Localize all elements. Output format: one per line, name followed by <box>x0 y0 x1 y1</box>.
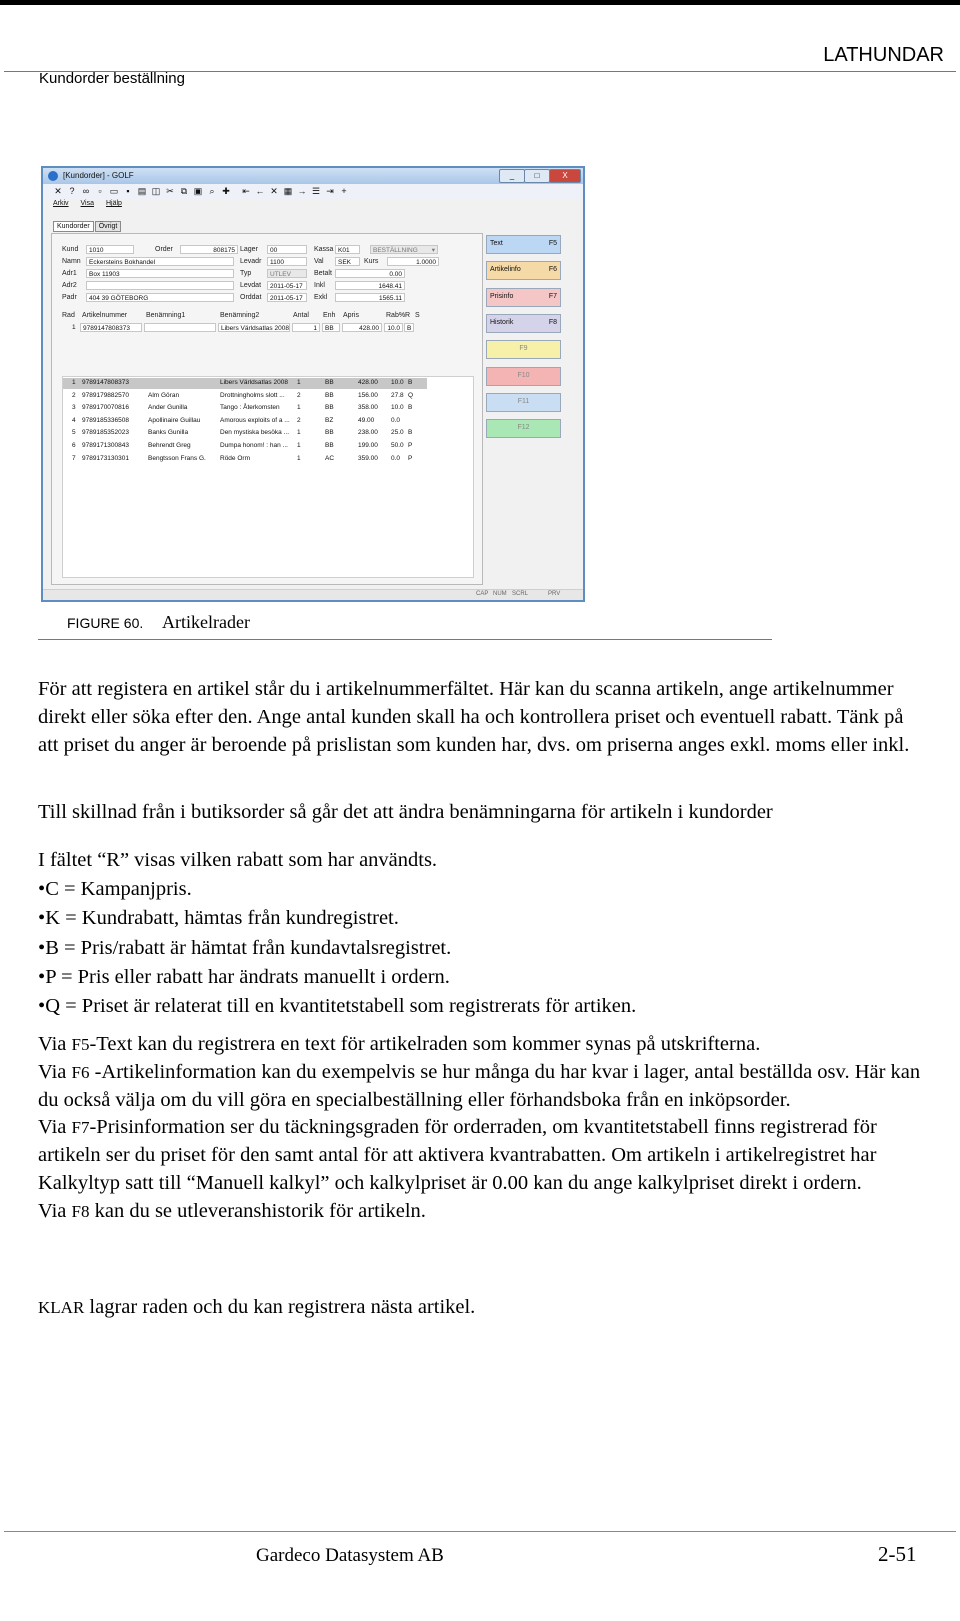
tab-kundorder[interactable]: Kundorder <box>53 221 94 232</box>
f7-text: -Prisinformation ser du täckningsgraden för orderraden, om kvantitetstabell finns registrerad för artikeln ser du priset för den samt antal för att aktivera kvantrabatten. Om artikeln i artikelregistret har Kalkyltyp satt till “Manuell kalkyl” och kalkylpriset är 0.00 kan du ange kalkylpriset direkt i ordern. <box>38 1116 877 1194</box>
order-field[interactable]: 808175 <box>180 245 238 254</box>
row-rab: 10.0 <box>391 404 404 412</box>
fkey-key: F11 <box>517 397 530 405</box>
klar-paragraph <box>38 1294 928 1322</box>
app-icon <box>48 171 58 181</box>
row-rad: 4 <box>72 416 76 424</box>
entry-enh-field[interactable]: BB <box>322 323 340 332</box>
status-dropdown[interactable] <box>370 245 438 254</box>
row-antal: 2 <box>297 416 301 424</box>
bullet-b: •B = Pris/rabatt är hämtat från kundavtalsregistret. <box>38 936 452 959</box>
next-icon[interactable]: → <box>297 186 307 196</box>
row-antal: 1 <box>297 454 301 462</box>
row-rad: 5 <box>72 429 76 437</box>
fkey-f11-button[interactable] <box>486 393 561 412</box>
row-ben2: Röde Orm <box>220 454 250 462</box>
question-icon[interactable]: ? <box>69 186 75 196</box>
row-artnr: 9789179882570 <box>82 391 129 399</box>
previous-icon[interactable]: ← <box>255 186 265 196</box>
row-artnr: 9789170070816 <box>82 404 129 412</box>
orddat-field[interactable]: 2011-05-17 <box>267 293 307 302</box>
order-panel <box>51 233 483 585</box>
klar-key: KLAR <box>38 1298 85 1317</box>
window-titlebar <box>43 168 583 184</box>
delete-icon[interactable]: ✕ <box>270 186 278 196</box>
function-key-section <box>38 1031 928 1226</box>
f5-key: F5 <box>71 1035 90 1054</box>
col-s: S <box>415 312 420 319</box>
paragraph-benamning-text: Till skillnad från i butiksorder så går det att ändra benämningarna för artikeln i kundorder <box>38 801 773 823</box>
maximize-button[interactable]: □ <box>524 169 550 183</box>
tab-ovrigt[interactable]: Övrigt <box>95 221 122 232</box>
col-r: R <box>405 312 411 319</box>
row-ben2: Dumpa honom! : han ... <box>220 442 288 449</box>
col-artikelnummer: Artikelnummer <box>82 312 128 319</box>
bullet-q: •Q = Priset är relaterat till en kvantitetstabell som registrerats för artiken. <box>38 995 637 1018</box>
via-f7: Via <box>38 1116 67 1139</box>
lager-field[interactable]: 00 <box>267 245 307 254</box>
val-label: Val <box>314 258 324 265</box>
fkey-f10-button[interactable] <box>486 367 561 386</box>
menu-bar <box>53 200 583 212</box>
save-icon[interactable]: ▪ <box>126 186 130 196</box>
row-artnr: 9789173130301 <box>82 454 129 462</box>
cut-icon[interactable]: ✂ <box>166 186 174 196</box>
open-icon[interactable]: ▭ <box>109 186 119 196</box>
fkey-label: Historik <box>490 318 514 326</box>
row-rab: 10.0 <box>391 379 404 386</box>
val-field[interactable]: SEK <box>335 257 360 266</box>
fkey-key: F6 <box>548 266 557 274</box>
typ-dropdown[interactable]: UTLEV <box>267 269 307 278</box>
header-subtitle: Kundorder beställning <box>39 70 185 87</box>
levdat-label: Levdat <box>240 282 262 289</box>
page-number: 2-51 <box>878 1542 917 1566</box>
print-icon[interactable]: ▤ <box>137 186 147 196</box>
row-antal: 1 <box>297 404 301 412</box>
row-artnr: 9789185336508 <box>82 416 129 424</box>
row-rab: 0.0 <box>391 416 401 424</box>
status-prv: PRV <box>548 591 561 597</box>
via-f8: Via <box>38 1199 67 1222</box>
entry-ben1-field[interactable] <box>144 323 216 332</box>
row-apris: 199.00 <box>358 442 378 449</box>
row-apris: 358.00 <box>358 404 378 412</box>
via-f6: Via <box>38 1060 67 1083</box>
close-icon[interactable]: ✕ <box>54 186 62 196</box>
adr2-field[interactable] <box>86 281 234 290</box>
row-ben1: Ander Gunilla <box>148 404 188 412</box>
fkey-key: F5 <box>548 240 557 247</box>
row-apris: 428.00 <box>358 379 378 386</box>
find-icon[interactable]: ⌕ <box>209 186 215 196</box>
row-antal: 1 <box>297 379 301 386</box>
paragraph-intro-text: För att registera en artikel står du i artikelnummerfältet. Här kan du scanna artikeln, ange artikelnummer direkt eller söka efter den. Ange antal kunden skall ha och kontrollera priset och eventuell rabatt. Tänk på att priset du anger är beroende på prislistan som kunden har, dvs. om priserna anges exkl. moms eller inkl. <box>38 678 910 756</box>
via-f5: Via <box>38 1033 67 1055</box>
rabatt-section <box>38 846 928 1021</box>
arrow-icon[interactable]: ✚ <box>222 186 230 196</box>
padr-label: Padr <box>62 294 77 301</box>
kund-label: Kund <box>62 246 79 253</box>
f6-text: -Artikelinformation kan du exempelvis se hur många du har kvar i lager, antal beställda osv. Här kan du också välja om du vill göra en specialbeställning eller förhandsboka från en inköpsorder. <box>38 1060 921 1111</box>
fkey-key: F8 <box>548 318 557 326</box>
fkey-f6-button[interactable] <box>486 261 561 280</box>
status-cap: CAP <box>476 591 489 597</box>
fkey-f12-button[interactable] <box>486 419 561 438</box>
kassa-field[interactable]: K01 <box>335 245 360 254</box>
bullet-p: •P = Pris eller rabatt har ändrats manuellt i ordern. <box>38 965 450 988</box>
f5-paragraph <box>38 1031 928 1059</box>
row-ben2: Den mystiska besöka ... <box>220 429 289 437</box>
entry-ben2-field[interactable]: Libers Världsatlas 2008 <box>218 323 290 332</box>
f6-paragraph <box>38 1059 928 1115</box>
bullet-k-text: K = Kundrabatt, hämtas från kundregistret. <box>45 907 399 930</box>
row-rad: 3 <box>72 404 76 412</box>
footer-company: Gardeco Datasystem AB <box>256 1545 444 1566</box>
fkey-f9-button[interactable] <box>486 340 561 359</box>
row-enh: BB <box>325 379 334 386</box>
bullet-p-text: P = Pris eller rabatt har ändrats manuellt i ordern. <box>45 965 450 988</box>
kund-field[interactable]: 1010 <box>86 245 134 254</box>
f7-paragraph <box>38 1114 928 1197</box>
add-icon[interactable]: + <box>341 186 347 196</box>
betalt-field[interactable]: 0.00 <box>335 269 405 278</box>
kassa-label: Kassa <box>314 246 334 253</box>
fkey-key: F7 <box>548 292 557 300</box>
levdat-field[interactable]: 2011-05-17 <box>267 281 307 290</box>
status-num: NUM <box>493 591 507 597</box>
status-bar <box>43 589 583 600</box>
bullet-k: •K = Kundrabatt, hämtas från kundregistret. <box>38 907 399 930</box>
lager-label: Lager <box>240 246 258 253</box>
row-apris: 238.00 <box>358 429 378 437</box>
f8-text: kan du se utleveranshistorik för artikeln. <box>89 1199 426 1222</box>
row-r: Q <box>408 391 414 399</box>
tab-bar <box>53 221 122 232</box>
menu-visa[interactable]: Visa <box>80 200 95 207</box>
kurs-field[interactable]: 1.0000 <box>387 257 439 266</box>
klar-text: lagrar raden och du kan registrera nästa artikel. <box>84 1296 476 1318</box>
window-title: [Kundorder] - GOLF <box>63 171 134 180</box>
typ-label: Typ <box>240 270 252 277</box>
betalt-label: Betalt <box>314 270 332 277</box>
klar-line <box>38 1294 928 1322</box>
row-r: B <box>408 429 413 437</box>
row-rab: 25.0 <box>391 429 404 437</box>
paragraph-intro <box>38 676 928 759</box>
col-apris: Apris <box>343 312 359 319</box>
col-benamning2: Benämning2 <box>220 312 260 319</box>
new-icon[interactable]: ▫ <box>98 186 102 196</box>
kurs-label: Kurs <box>364 258 379 265</box>
list-icon[interactable]: ☰ <box>311 186 321 196</box>
row-rab: 50.0 <box>391 442 404 449</box>
fkey-label: Artikelinfo <box>490 266 521 274</box>
fkey-f5-button[interactable] <box>486 235 561 254</box>
preview-icon[interactable]: ◫ <box>151 186 161 196</box>
bullet-c: •C = Kampanjpris. <box>38 878 192 901</box>
orddat-label: Orddat <box>240 294 262 301</box>
inkl-field[interactable]: 1648.41 <box>335 281 405 290</box>
row-antal: 1 <box>297 442 301 449</box>
close-button[interactable]: X <box>549 169 581 183</box>
row-artnr: 9789147808373 <box>82 379 129 386</box>
row-r: B <box>408 404 413 412</box>
exkl-field[interactable]: 1565.11 <box>335 293 405 302</box>
last-icon[interactable]: ⇥ <box>326 186 334 196</box>
grid-icon[interactable]: ▦ <box>283 186 293 196</box>
footer-divider <box>4 1531 956 1532</box>
row-artnr: 9789185352023 <box>82 429 129 437</box>
figure-title: Artikelrader <box>162 612 250 632</box>
row-rab: 27.8 <box>391 391 404 399</box>
row-rad: 7 <box>72 454 76 462</box>
row-enh: BB <box>325 391 334 399</box>
f8-key: F8 <box>71 1201 90 1221</box>
status-value: BESTÄLLNING <box>373 247 418 254</box>
col-antal: Antal <box>293 312 309 319</box>
row-ben2: Drottningholms slott ... <box>220 391 285 399</box>
row-ben1: Alm Göran <box>148 391 180 399</box>
first-icon[interactable]: ⇤ <box>242 186 250 196</box>
adr1-field[interactable]: Box 11903 <box>86 269 234 278</box>
menu-hjalp[interactable]: Hjälp <box>105 200 122 207</box>
col-rab: Rab% <box>386 312 406 319</box>
row-enh: BB <box>325 404 334 412</box>
row-rad: 1 <box>72 379 76 386</box>
figure-label: FIGURE 60. <box>67 615 144 631</box>
figure-divider <box>38 639 772 640</box>
menu-arkiv[interactable]: Arkiv <box>53 200 69 207</box>
entry-rad: 1 <box>72 324 76 331</box>
row-ben2: Tango : Återkomsten <box>220 404 280 412</box>
bullet-b-text: B = Pris/rabatt är hämtat från kundavtalsregistret. <box>45 936 452 959</box>
entry-antal-field[interactable]: 1 <box>292 323 320 332</box>
fkey-f7-button[interactable] <box>486 288 561 307</box>
fkey-label: Prisinfo <box>490 292 514 300</box>
f6-key: F6 <box>71 1062 90 1082</box>
padr-field[interactable]: 404 39 GÖTEBORG <box>86 293 234 302</box>
paste-icon[interactable]: ▣ <box>193 186 203 196</box>
row-apris: 359.00 <box>358 454 378 462</box>
status-scrl: SCRL <box>512 591 529 597</box>
bullet-q-text: Q = Priset är relaterat till en kvantitetstabell som registrerats för artiken. <box>45 995 637 1018</box>
row-artnr: 9789171300843 <box>82 442 129 449</box>
chevron-down-icon: ▾ <box>431 247 435 254</box>
fkey-f8-button[interactable] <box>486 314 561 333</box>
row-r: B <box>408 379 413 386</box>
fkey-key: F12 <box>517 424 530 432</box>
row-enh: BB <box>325 429 334 437</box>
fkey-key: F9 <box>519 345 528 353</box>
row-rab: 0.0 <box>391 454 401 462</box>
bullet-c-text: C = Kampanjpris. <box>45 878 192 901</box>
row-rad: 2 <box>72 391 76 399</box>
row-rad: 6 <box>72 442 76 449</box>
toolbar <box>43 184 583 199</box>
col-rad: Rad <box>62 312 75 319</box>
entry-apris-field[interactable]: 428.00 <box>342 323 382 332</box>
row-enh: AC <box>325 454 335 462</box>
copy-icon[interactable]: ⧉ <box>180 186 188 196</box>
row-r: P <box>408 442 413 449</box>
row-apris: 49.00 <box>358 416 375 424</box>
fkey-label: Text <box>490 240 503 247</box>
order-label: Order <box>155 246 173 253</box>
levadr-field[interactable]: 1100 <box>267 257 307 266</box>
f5-text: -Text kan du registrera en text för artikelraden som kommer synas på utskrifterna. <box>89 1033 761 1055</box>
namn-label: Namn <box>62 258 81 265</box>
row-apris: 156.00 <box>358 391 378 399</box>
f7-key: F7 <box>71 1118 90 1138</box>
row-antal: 2 <box>297 391 301 399</box>
link-icon[interactable]: ∞ <box>82 186 90 196</box>
col-enh: Enh <box>323 312 336 319</box>
col-benamning1: Benämning1 <box>146 312 186 319</box>
inkl-label: Inkl <box>314 282 325 289</box>
exkl-label: Exkl <box>314 294 328 301</box>
entry-rab-field[interactable]: 10.0 <box>384 323 403 332</box>
f8-paragraph <box>38 1198 928 1226</box>
row-antal: 1 <box>297 429 301 437</box>
top-rule <box>0 0 960 5</box>
row-ben1: Banks Gunilla <box>148 429 189 437</box>
namn-field[interactable]: Eckersteins Bokhandel <box>86 257 234 266</box>
paragraph-benamning <box>38 799 928 827</box>
adr2-label: Adr2 <box>62 282 77 289</box>
minimize-button[interactable]: _ <box>499 169 525 183</box>
fkey-key: F10 <box>517 371 530 379</box>
entry-artnr-field[interactable]: 9789147808373 <box>80 323 142 332</box>
row-ben1: Apollinaire Guillau <box>148 416 201 424</box>
entry-r-field[interactable]: B <box>404 323 414 332</box>
adr1-label: Adr1 <box>62 270 77 277</box>
app-window-screenshot <box>41 166 585 602</box>
row-ben1: Bengtsson Frans G. <box>148 454 206 462</box>
levadr-label: Levadr <box>240 258 262 265</box>
header-title: LATHUNDAR <box>823 44 944 66</box>
row-enh: BB <box>325 442 334 449</box>
row-ben2: Amorous exploits of a ... <box>220 416 290 424</box>
row-ben1: Behrendt Greg <box>148 442 191 449</box>
rabatt-intro: I fältet “R” visas vilken rabatt som har användts. <box>38 849 438 871</box>
row-r: P <box>408 454 413 462</box>
row-enh: BZ <box>325 416 334 424</box>
row-ben2: Libers Världsatlas 2008 <box>220 379 288 386</box>
